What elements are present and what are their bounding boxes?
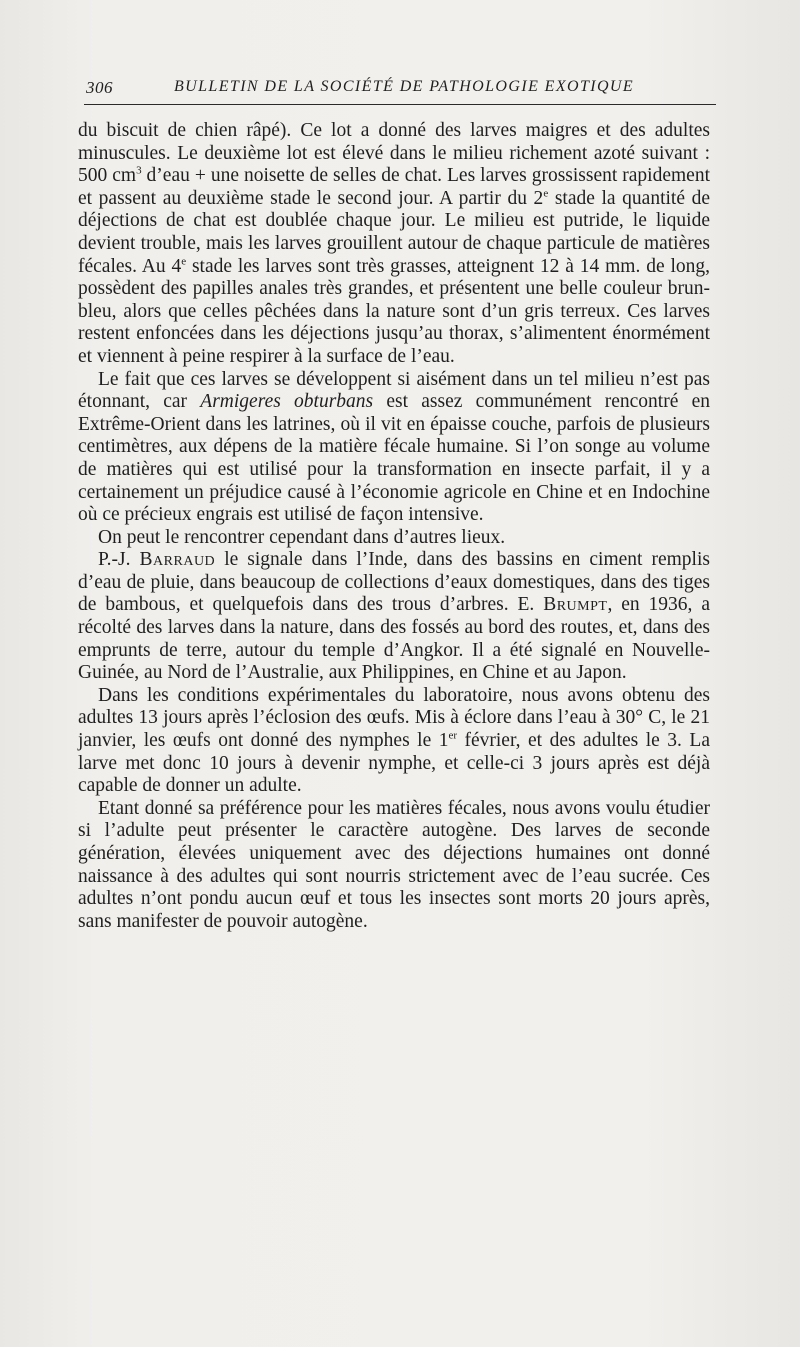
paragraph-6: Etant donné sa préférence pour les matières fécales, nous avons voulu étudier si l’adulte peut présenter le caractère autogène. Des larves de seconde génération, élevées uniquement avec des déjections humaines ont donné naissance à des adultes qui sont nourris strictement avec de l’eau sucrée. Ces adultes n’ont pondu aucun œuf et tous les insectes sont morts 20 jours après, sans manifester de pouvoir autogène.: [78, 797, 710, 932]
paragraph-5: Dans les conditions expérimentales du laboratoire, nous avons obtenu des adultes 13 jours après l’éclosion des œufs. Mis à éclore dans l’eau à 30° C, le 21 janvier, les œufs ont donné des nymphes le 1er février, et des adultes le 3. La larve met donc 10 jours à devenir nymphe, et celle-ci 3 jours après est déjà capable de donner un adulte.: [78, 684, 710, 797]
paragraph-3: On peut le rencontrer cependant dans d’autres lieux.: [98, 526, 506, 548]
body-text: [78, 120, 710, 933]
header-rule: [84, 104, 716, 105]
paragraph-2: Le fait que ces larves se développent si aisément dans un tel milieu n’est pas étonnant, car Armigeres obturbans est assez communément rencontré en Extrême-Orient dans les latrines, où il vit en épaisse couche, parfois de plusieurs centimètres, aux dépens de la matière fécale humaine. Si l’on songe au volume de matières qui est utilisé pour la transformation en insecte parfait, il y a certainement un préjudice causé à l’économie agricole en Chine et en Indochine où ce précieux engrais est utilisé de façon intensive.: [78, 368, 711, 526]
paragraph-4: P.-J. Barraud le signale dans l’Inde, dans des bassins en ciment remplis d’eau de pluie, dans beaucoup de collections d’eaux domestiques, dans des tiges de bambous, et quelquefois dans des trous d’arbres. E. Brumpt, en 1936, a récolté des larves dans la nature, dans des fossés au bord des routes, et, dans des emprunts de terre, autour du temple d’Angkor. Il a été signalé en Nouvelle-Guinée, au Nord de l’Australie, aux Philippines, en Chine et au Japon.: [78, 549, 710, 684]
paragraph-1: du biscuit de chien râpé). Ce lot a donné des larves maigres et des adultes minuscules. Le deuxième lot est élevé dans le milieu richement azoté suivant : 500 $cm^3$ d’eau + une noisette de selles de chat. Les larves grossissent rapidement et passent au deuxième stade le second jour. A partir du 2e stade la quantité de déjections de chat est doublée chaque jour. Le milieu est putride, le liquide devient trouble, mais les larves grouillent autour de chaque particule de matières fécales. Au 4e stade les larves sont très grasses, atteignent 12 à 14 mm. de long, possèdent des papilles anales très grandes, et présentent une belle couleur brun-bleu, alors que celles pêchées dans la nature sont d’un gris terreux. Ces larves restent enfoncées dans les déjections jusqu’au thorax, s’alimentent énormément et viennent à peine respirer à la surface de l’eau.: [78, 120, 711, 367]
page-number: 306: [86, 78, 113, 97]
running-title: BULLETIN DE LA SOCIÉTÉ DE PATHOLOGIE EXOTIQUE: [174, 78, 635, 95]
page-header: [86, 78, 706, 106]
